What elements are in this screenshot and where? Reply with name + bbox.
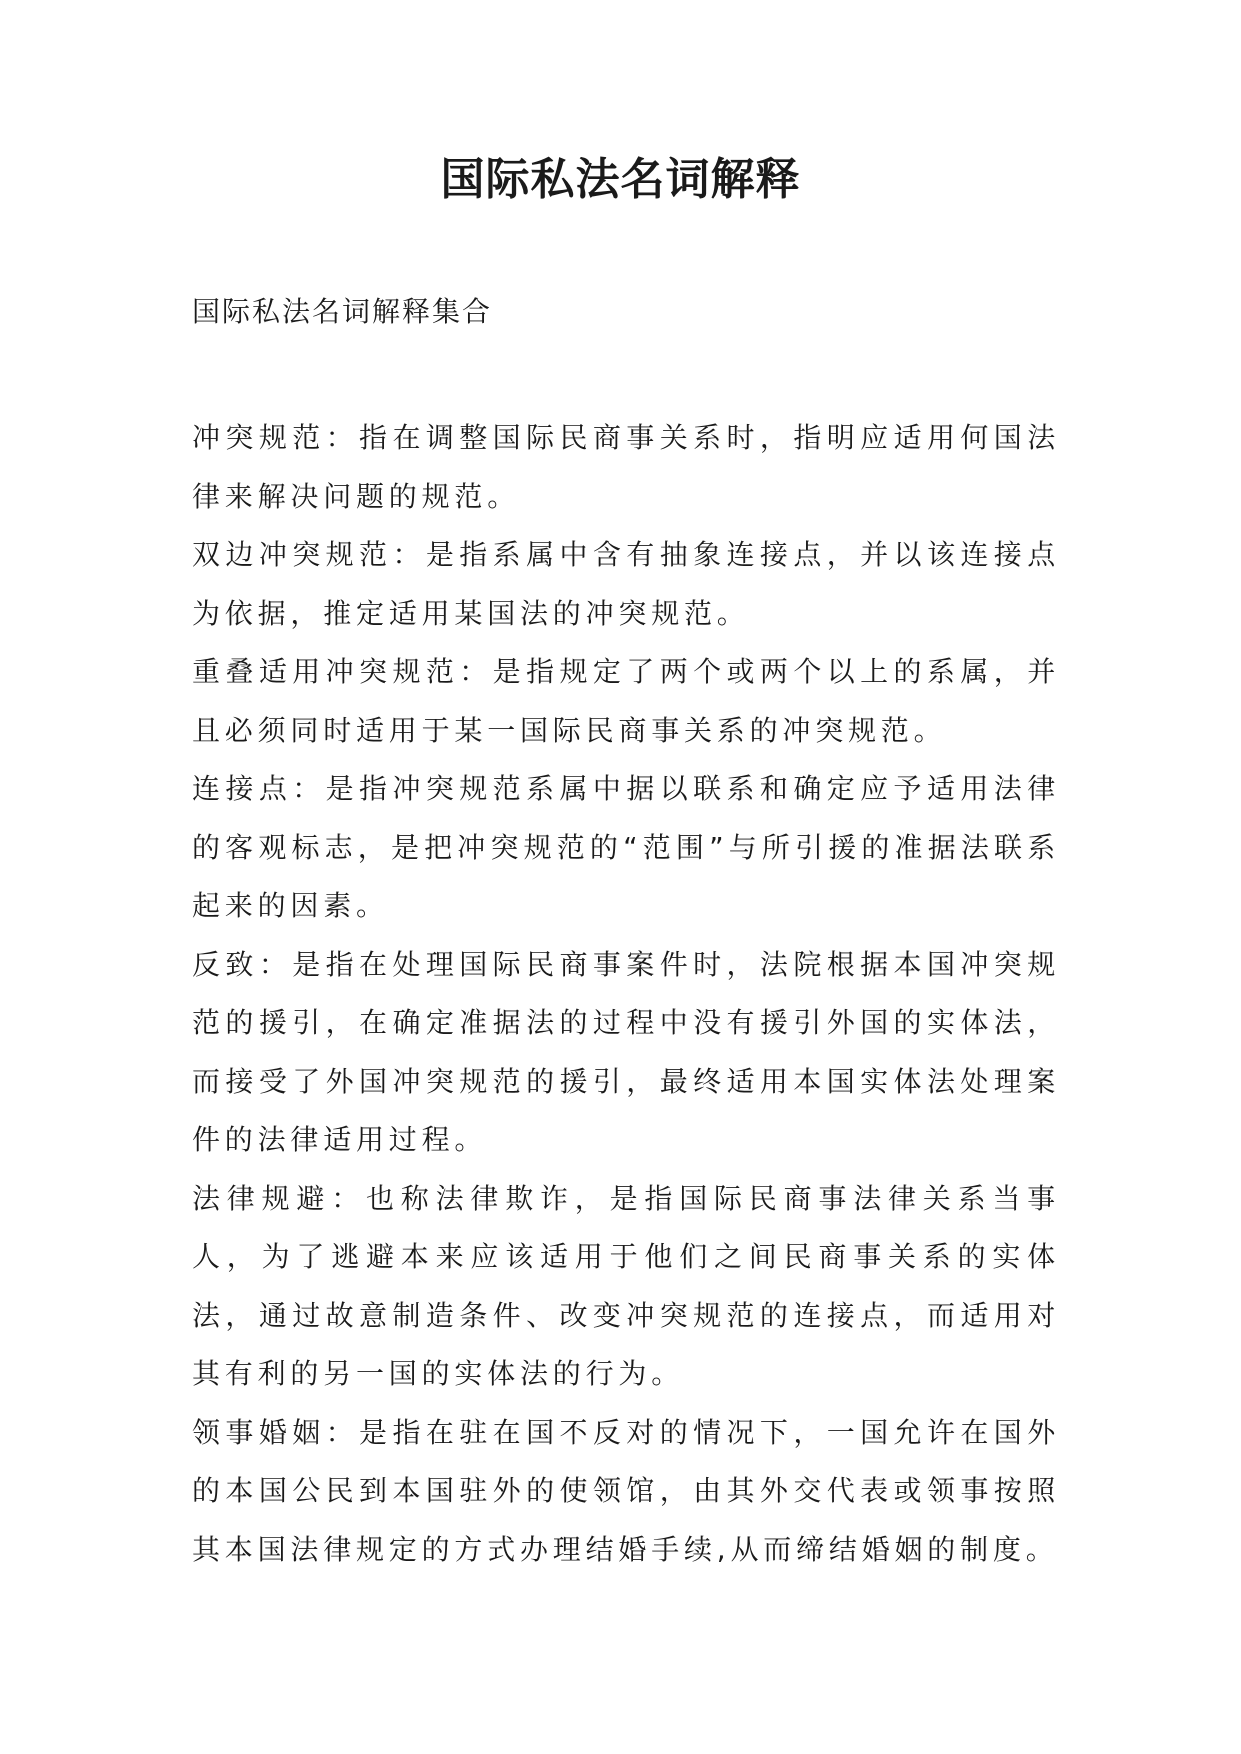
definition-paragraph: 反致：是指在处理国际民商事案件时，法院根据本国冲突规范的援引，在确定准据法的过程中没有援引外国的实体法，而接受了外国冲突规范的援引，最终适用本国实体法处理案件的法律适用过程。 <box>192 947 1060 1156</box>
definition-paragraph: 冲突规范：指在调整国际民商事关系时，指明应适用何国法律来解决问题的规范。 <box>192 421 1060 513</box>
definition-paragraph: 双边冲突规范：是指系属中含有抽象连接点，并以该连接点为依据，推定适用某国法的冲突规范。 <box>192 538 1060 630</box>
document-body <box>192 409 1060 1579</box>
definition-paragraph: 领事婚姻：是指在驻在国不反对的情况下，一国允许在国外的本国公民到本国驻外的使领馆，由其外交代表或领事按照其本国法律规定的方式办理结婚手续,从而缔结婚姻的制度。 <box>192 1415 1060 1566</box>
definition-paragraph: 重叠适用冲突规范：是指规定了两个或两个以上的系属，并且必须同时适用于某一国际民商事关系的冲突规范。 <box>192 655 1060 747</box>
definition-paragraph: 法律规避：也称法律欺诈，是指国际民商事法律关系当事人，为了逃避本来应该适用于他们之间民商事关系的实体法，通过故意制造条件、改变冲突规范的连接点，而适用对其有利的另一国的实体法的行为。 <box>192 1181 1060 1390</box>
document-subtitle: 国际私法名词解释集合 <box>192 295 493 328</box>
document-title: 国际私法名词解释 <box>440 154 801 205</box>
definition-paragraph: 连接点：是指冲突规范系属中据以联系和确定应予适用法律的客观标志，是把冲突规范的“范围”与所引援的准据法联系起来的因素。 <box>192 772 1060 922</box>
